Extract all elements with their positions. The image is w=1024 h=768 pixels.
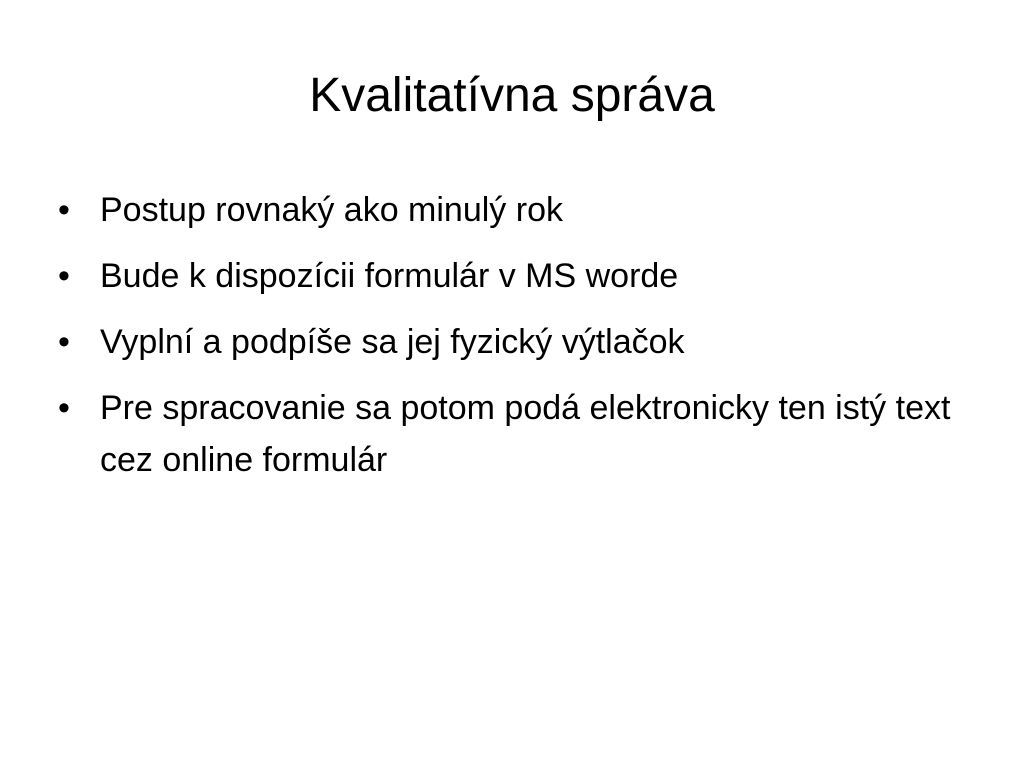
bullet-item — [58, 382, 958, 486]
bullet-marker-icon: • — [58, 389, 70, 427]
bullet-item — [58, 184, 958, 236]
bullet-text: Pre spracovanie sa potom podá elektronicky ten istý text cez online formulár — [100, 389, 951, 479]
bullet-text: Bude k dispozícii formulár v MS worde — [100, 257, 679, 295]
slide-title: Kvalitatívna správa — [309, 69, 715, 122]
bullet-marker-icon: • — [58, 323, 70, 361]
bullet-text: Vyplní a podpíše sa jej fyzický výtlačok — [100, 323, 685, 361]
bullet-marker-icon: • — [58, 257, 70, 295]
bullet-text: Postup rovnaký ako minulý rok — [100, 191, 563, 229]
bullet-list — [58, 184, 958, 500]
bullet-marker-icon: • — [58, 191, 70, 229]
bullet-item — [58, 250, 958, 302]
bullet-item — [58, 316, 958, 368]
